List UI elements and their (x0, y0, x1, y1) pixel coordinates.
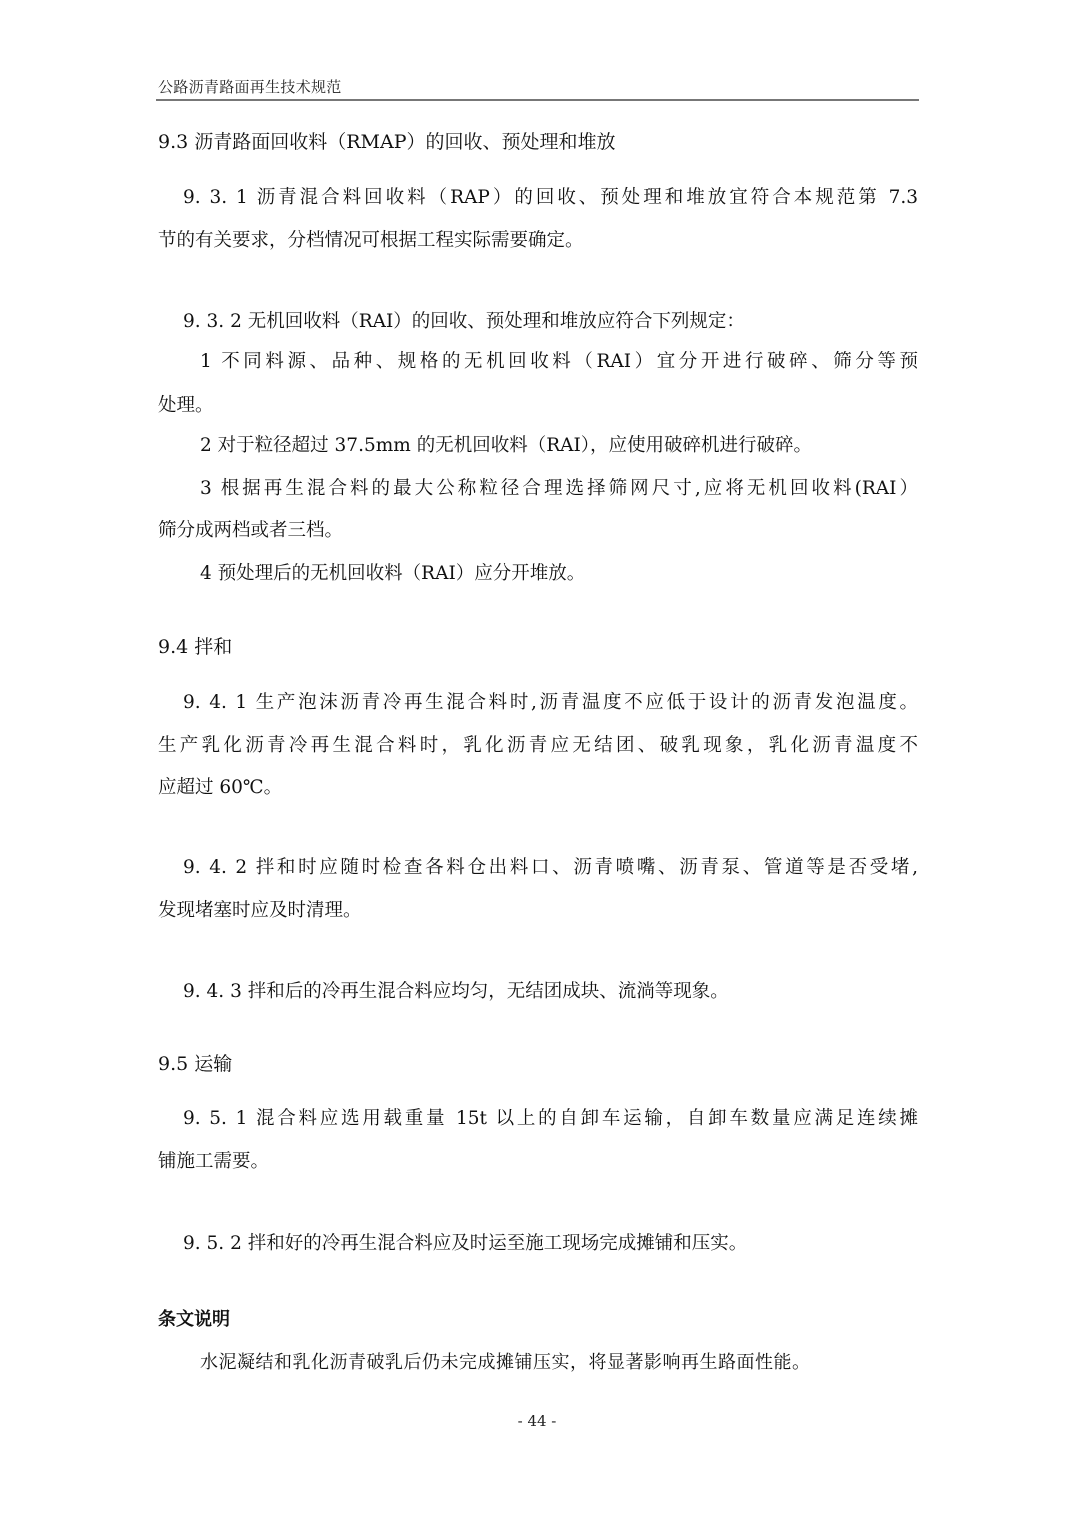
page-number: - 44 - (517, 1412, 557, 1430)
list-item-2: 2 对于粒径超过 37.5mm 的无机回收料（RAI），应使用破碎机进行破碎。 (200, 435, 813, 456)
clause-9-4-2-line2: 发现堵塞时应及时清理。 (158, 900, 362, 921)
clause-9-5-2: 9. 5. 2 拌和好的冷再生混合料应及时运至施工现场完成摊铺和压实。 (183, 1233, 748, 1254)
clause-9-3-1-line1: 9. 3. 1 沥青混合料回收料（RAP）的回收、预处理和堆放宜符合本规范第 7.3 (183, 187, 918, 208)
section-heading-9-4: 9.4 拌和 (158, 636, 233, 658)
clause-9-4-1-line2: 生产乳化沥青冷再生混合料时，乳化沥青应无结团、破乳现象，乳化沥青温度不 (158, 735, 918, 756)
header-divider (156, 99, 919, 101)
list-item-3-line1: 3 根据再生混合料的最大公称粒径合理选择筛网尺寸,应将无机回收料(RAI） (200, 478, 918, 499)
clause-9-4-3: 9. 4. 3 拌和后的冷再生混合料应均匀，无结团成块、流淌等现象。 (183, 981, 729, 1002)
clause-9-4-1-line1: 9. 4. 1 生产泡沫沥青冷再生混合料时,沥青温度不应低于设计的沥青发泡温度。 (183, 692, 918, 713)
clause-9-5-1-line1: 9. 5. 1 混合料应选用载重量 15t 以上的自卸车运输，自卸车数量应满足连续摊 (183, 1108, 918, 1129)
clause-9-5-1-line2: 铺施工需要。 (158, 1151, 270, 1172)
list-item-1-line2: 处理。 (158, 395, 214, 416)
commentary-heading: 条文说明 (158, 1309, 230, 1330)
list-item-4: 4 预处理后的无机回收料（RAI）应分开堆放。 (200, 563, 586, 584)
clause-9-4-2-line1: 9. 4. 2 拌和时应随时检查各料仓出料口、沥青喷嘴、沥青泵、管道等是否受堵, (183, 857, 918, 878)
commentary-text: 水泥凝结和乳化沥青破乳后仍未完成摊铺压实，将显著影响再生路面性能。 (200, 1352, 811, 1373)
clause-9-3-1-line2: 节的有关要求，分档情况可根据工程实际需要确定。 (158, 230, 584, 251)
clause-9-3-2: 9. 3. 2 无机回收料（RAI）的回收、预处理和堆放应符合下列规定： (183, 311, 745, 332)
list-item-1-line1: 1 不同料源、品种、规格的无机回收料（RAI）宜分开进行破碎、筛分等预 (200, 351, 918, 372)
section-heading-9-5: 9.5 运输 (158, 1053, 233, 1075)
section-heading-9-3: 9.3 沥青路面回收料（RMAP）的回收、预处理和堆放 (158, 131, 616, 153)
running-header: 公路沥青路面再生技术规范 (158, 78, 342, 96)
list-item-3-line2: 筛分成两档或者三档。 (158, 520, 344, 541)
clause-9-4-1-line3: 应超过 60℃。 (158, 777, 283, 798)
